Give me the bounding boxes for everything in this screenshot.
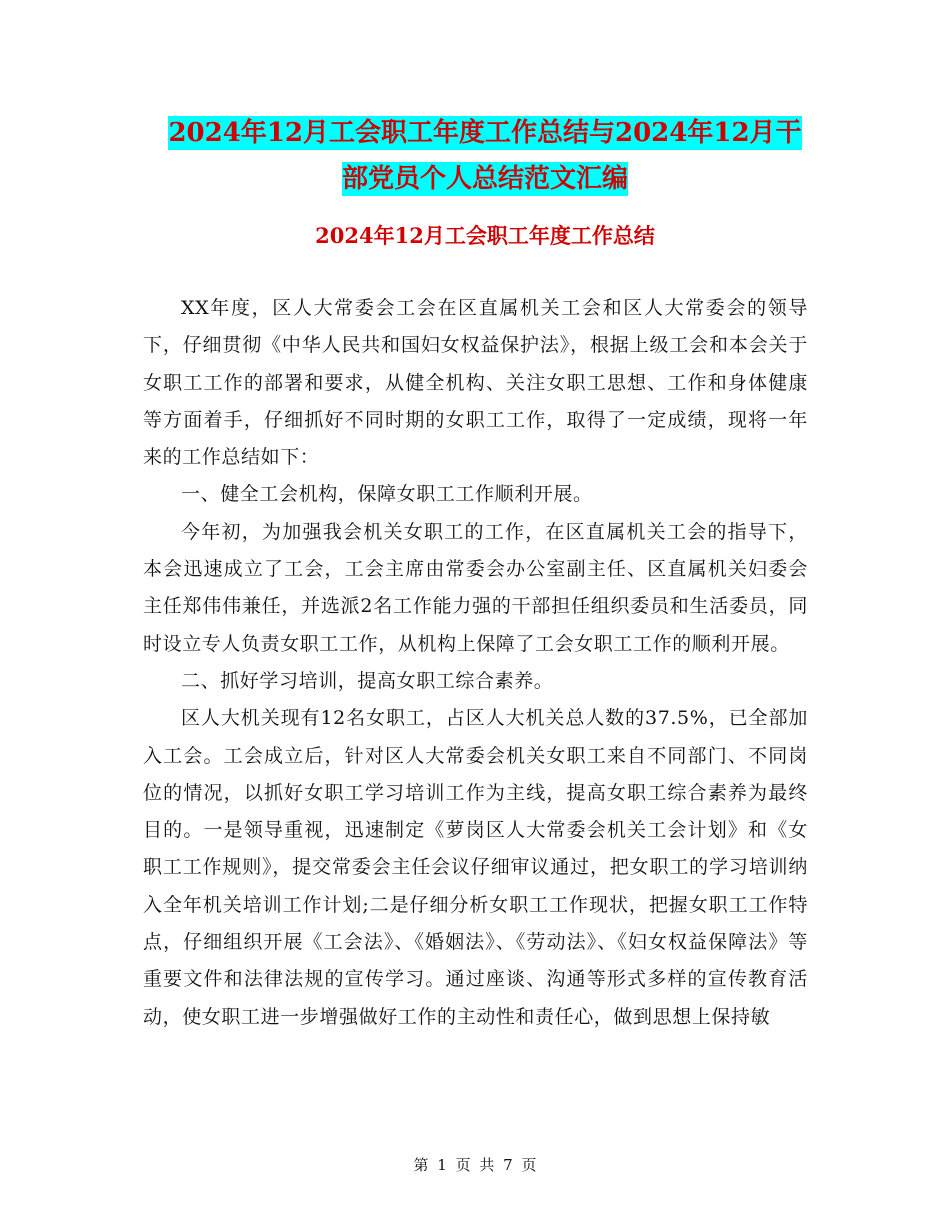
paragraph-intro: XX年度，区人大常委会工会在区直属机关工会和区人大常委会的领导下，仔细贯彻《中华人民共和国妇女权益保护法》，根据上级工会和本会关于女职工工作的部署和要求，从健全机构、关注女职工思想、工作和身体健康等方面着手，仔细抓好不同时期的女职工工作，取得了一定成绩，现将一年来的工作总结如下：	[143, 297, 808, 469]
document-body	[143, 290, 808, 1036]
document-title	[140, 110, 830, 202]
paragraph-two: 区人大机关现有12名女职工，占区人大机关总人数的37.5%，已全部加入工会。工会成立后，针对区人大常委会机关女职工来自不同部门、不同岗位的情况，以抓好女职工学习培训工作为主线，提高女职工综合素养为最终目的。一是领导重视，迅速制定《萝岗区人大常委会机关工会计划》和《女职工工作规则》，提交常委会主任会议仔细审议通过，把女职工的学习培训纳入全年机关培训工作计划;二是仔细分析女职工工作现状，把握女职工工作特点，仔细组织开展《工会法》、《婚姻法》、《劳动法》、《妇女权益保障法》等重要文件和法律法规的宣传学习。通过座谈、沟通等形式多样的宣传教育活动，使女职工进一步增强做好工作的主动性和责任心，做到思想上保持敏	[143, 707, 808, 1028]
paragraph-one: 今年初，为加强我会机关女职工的工作，在区直属机关工会的指导下，本会迅速成立了工会，工会主席由常委会办公室副主任、区直属机关妇委会主任郑伟伟兼任，并选派2名工作能力强的干部担任组织委员和生活委员，同时设立专人负责女职工工作，从机构上保障了工会女职工工作的顺利开展。	[143, 520, 808, 655]
section-title: 2024年12月工会职工年度工作总结	[315, 223, 655, 248]
heading-two: 二、抓好学习培训，提高女职工综合素养。	[181, 669, 554, 692]
title-line-2: 部党员个人总结范文汇编	[341, 164, 628, 194]
title-line-1: 2024年12月工会职工年度工作总结与2024年12月干	[168, 118, 802, 148]
page-footer: 第 1 页 共 7 页	[413, 1156, 537, 1174]
heading-one: 一、健全工会机构，保障女职工工作顺利开展。	[181, 483, 593, 506]
